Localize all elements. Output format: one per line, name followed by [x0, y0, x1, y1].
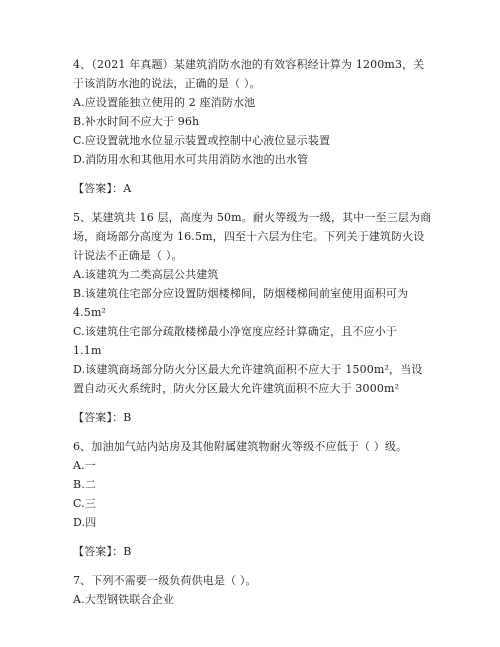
- q5-option-c-line1: C.该建筑住宅部分疏散楼梯最小净宽度应经计算确定，且不应小于: [73, 325, 398, 338]
- q5-option-b-line2: 4.5m²: [73, 306, 107, 319]
- q5-option-a: A.该建筑为二类高层公共建筑: [73, 268, 219, 281]
- q4-stem-line2: 于该消防水池的说法，正确的是（ ）。: [73, 77, 261, 90]
- q4-option-c: C.应设置就地水位显示装置或控制中心液位显示装置: [73, 134, 331, 147]
- q4-option-d: D.消防用水和其他用水可共用消防水池的出水管: [73, 153, 309, 166]
- q4-answer: 【答案】：A: [73, 182, 132, 195]
- q6-option-d: D.四: [73, 516, 97, 529]
- q5-option-c-line2: 1.1m: [73, 344, 102, 357]
- q6-answer: 【答案】：B: [73, 545, 132, 558]
- q4-stem-line1: 4、（2021 年真题）某建筑消防水池的有效容积经计算为 1200m3，关: [73, 58, 425, 71]
- q6-stem-line1: 6、加油加气站内站房及其他附属建筑物耐火等级不应低于（ ）级。: [73, 440, 408, 453]
- q4-option-b: B.补水时间不应大于 96h: [73, 115, 200, 128]
- q4-option-a: A.应设置能独立使用的 2 座消防水池: [73, 96, 256, 109]
- q5-option-d-line1: D.该建筑商场部分防火分区最大允许建筑面积不应大于 1500m²，当设: [73, 363, 423, 376]
- q5-option-d-line2: 置自动灭火系统时，防火分区最大允许建筑面积不应大于 3000m²: [73, 382, 400, 395]
- q6-option-b: B.二: [73, 478, 97, 491]
- q7-stem-line1: 7、下列不需要一级负荷供电是（ ）。: [73, 574, 257, 587]
- q6-option-c: C.三: [73, 497, 96, 510]
- q6-option-a: A.一: [73, 459, 96, 472]
- q7-option-a: A.大型钢铁联合企业: [73, 593, 174, 606]
- q5-stem-line3: 计说法不正确是（ ）。: [73, 249, 183, 262]
- q5-answer: 【答案】：B: [73, 411, 132, 424]
- q5-stem-line1: 5、某建筑共 16 层，高度为 50m。耐火等级为一级，其中一至三层为商: [73, 211, 432, 224]
- q5-stem-line2: 场，商场部分高度为 16.5m，四至十六层为住宅。下列关于建筑防火设: [73, 230, 425, 243]
- q5-option-b-line1: B.该建筑住宅部分应设置防烟楼梯间，防烟楼梯间前室使用面积可为: [73, 287, 409, 300]
